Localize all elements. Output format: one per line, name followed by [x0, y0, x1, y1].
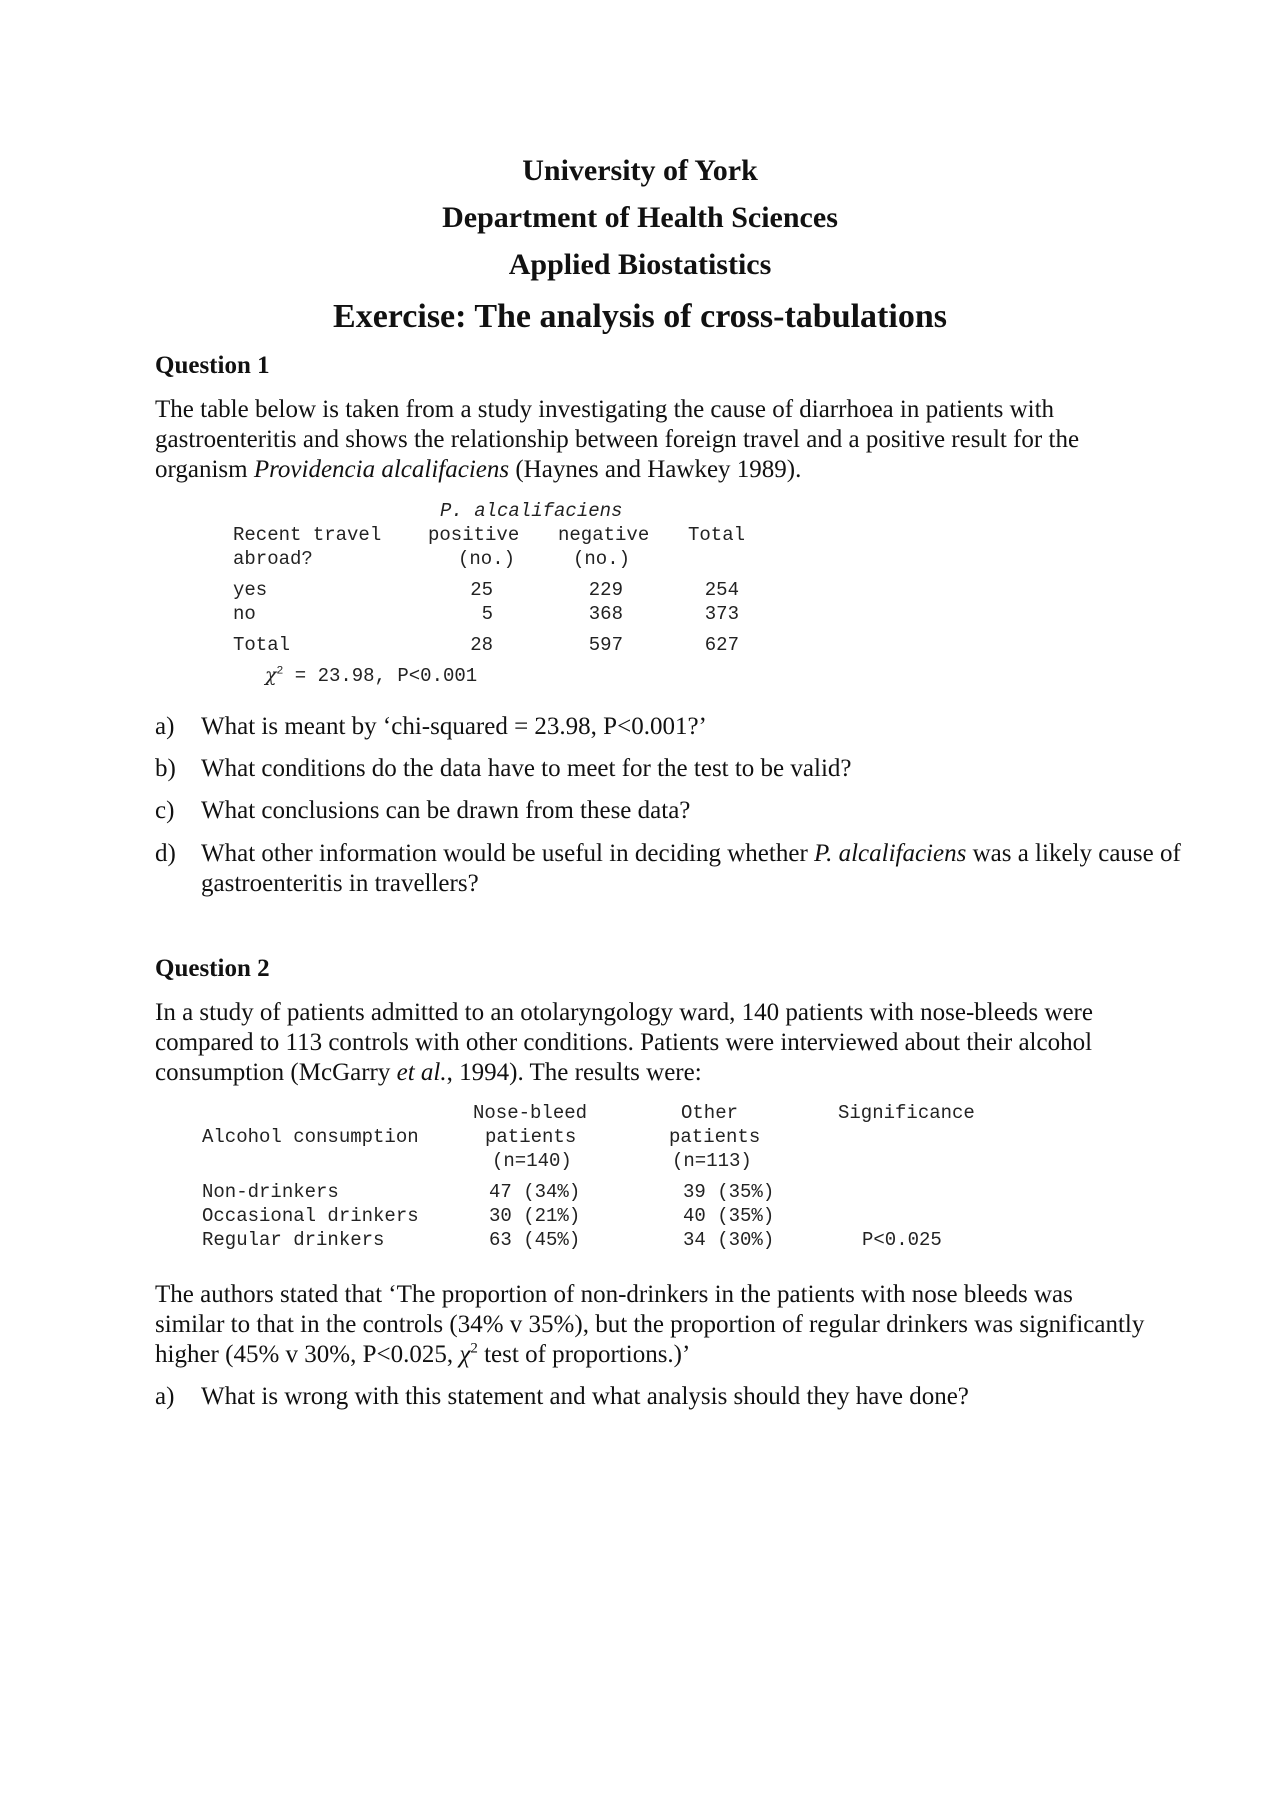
item-text: What other information would be useful in deciding whether P. alcalifaciens was a likely cause of gastroenteritis in travellers?: [201, 840, 1181, 897]
q1-table-row-header-1: Recent travel: [233, 524, 382, 546]
q2-col2-line2: patients: [669, 1126, 761, 1148]
course-name: Applied Biostatistics: [508, 248, 772, 281]
institution-name: University of York: [522, 154, 758, 187]
item-text: What conclusions can be drawn from these data?: [201, 797, 691, 824]
q1-table-unit-negative: (no.): [573, 548, 631, 570]
q2-row-label: Regular drinkers: [202, 1229, 385, 1251]
q1-table-cell-total: 254: [704, 579, 739, 601]
q2-col1-line2: patients: [485, 1126, 577, 1148]
question-1-intro: [155, 395, 1145, 485]
q1-intro-text-a: The table below is taken from a study investigating the cause of diarrhoea in patients with gastroenteritis and shows the relationship between foreign travel and a positive result for the organism: [155, 396, 1080, 483]
q1-table-cell-negative: 368: [588, 603, 623, 625]
chi-text: = 23.98, P<0.001: [283, 665, 478, 687]
q1-table-total-positive: 28: [470, 634, 493, 656]
statement-text-a: The authors stated that ‘The proportion of non-drinkers in the patients with nose bleeds was similar to that in the controls (34% v 35%), but the proportion of regular drinkers was significantly higher (45% v 30%, P<0.025,: [155, 1281, 1145, 1368]
q2-cell-significance: P<0.025: [862, 1229, 942, 1251]
item-label: a): [155, 1383, 175, 1410]
chi-symbol: χ: [265, 664, 277, 686]
chi-superscript: 2: [276, 665, 284, 678]
q2-row-label: Non-drinkers: [202, 1181, 339, 1203]
q1-table-row-label: no: [233, 603, 256, 625]
exercise-title: Exercise: The analysis of cross-tabulations: [333, 298, 947, 335]
q1-table-row-label: yes: [233, 579, 268, 601]
q2-authors-statement: [155, 1280, 1145, 1370]
statement-chi-sup: 2: [470, 1340, 478, 1357]
q1-table-cell-total: 373: [704, 603, 739, 625]
q1-table-col-positive: positive: [428, 524, 520, 546]
item-text: What is wrong with this statement and what analysis should they have done?: [201, 1383, 969, 1410]
item-text: What is meant by ‘chi-squared = 23.98, P<0.001?’: [201, 713, 707, 740]
q1-table-cell-positive: 5: [481, 603, 493, 625]
q2-cell-nose: 30 (21%): [489, 1205, 581, 1227]
q1-table-total-label: Total: [233, 634, 291, 656]
item-label: c): [155, 797, 175, 824]
question-2-heading: Question 2: [155, 955, 270, 982]
q2-intro-text-a: In a study of patients admitted to an otolaryngology ward, 140 patients with nose-bleeds were compared to 113 controls with other conditions. Patients were interviewed about their alcohol consumption (McGarry: [155, 999, 1093, 1086]
q2-intro-text-b: , 1994). The results were:: [446, 1059, 702, 1086]
q2-cell-nose: 47 (34%): [489, 1181, 581, 1203]
q2-col3-header: Significance: [838, 1102, 975, 1124]
q1-table-cell-positive: 25: [470, 579, 493, 601]
q1-chi-squared-result: [265, 664, 477, 687]
q2-row-header: Alcohol consumption: [202, 1126, 419, 1148]
statement-text-b: test of proportions.)’: [477, 1341, 691, 1368]
q2-cell-other: 34 (30%): [683, 1229, 775, 1251]
item-organism: P. alcalifaciens: [814, 840, 967, 867]
item-label: b): [155, 755, 176, 782]
q1-table-cell-negative: 229: [588, 579, 623, 601]
item-label: d): [155, 840, 176, 867]
q1-intro-organism: Providencia alcalifaciens: [253, 456, 510, 483]
q1-table-super-header: P. alcalifaciens: [440, 500, 623, 522]
q1-intro-text-b: (Haynes and Hawkey 1989).: [509, 456, 802, 483]
q1-table-col-total: Total: [688, 524, 746, 546]
q2-col2-line1: Other: [681, 1102, 739, 1124]
statement-chi: χ: [459, 1341, 471, 1368]
question-2-intro: [155, 998, 1145, 1088]
q1-table-unit-positive: (no.): [458, 548, 516, 570]
q2-col1-line1: Nose-bleed: [473, 1102, 588, 1124]
q2-row-label: Occasional drinkers: [202, 1205, 419, 1227]
item-label: a): [155, 713, 175, 740]
q1-table-total-negative: 597: [588, 634, 623, 656]
item-text: What conditions do the data have to meet for the test to be valid?: [201, 755, 852, 782]
q1-table-col-negative: negative: [558, 524, 650, 546]
q2-cell-other: 40 (35%): [683, 1205, 775, 1227]
q1-table-row-header-2: abroad?: [233, 548, 313, 570]
q1-table-total-total: 627: [704, 634, 739, 656]
q2-col2-line3: (n=113): [672, 1150, 752, 1172]
q2-cell-other: 39 (35%): [683, 1181, 775, 1203]
department-name: Department of Health Sciences: [442, 201, 838, 234]
q2-cell-nose: 63 (45%): [489, 1229, 581, 1251]
q2-intro-et-al: et al.: [396, 1059, 447, 1086]
question-1-heading: Question 1: [155, 352, 270, 379]
q2-col1-line3: (n=140): [492, 1150, 572, 1172]
